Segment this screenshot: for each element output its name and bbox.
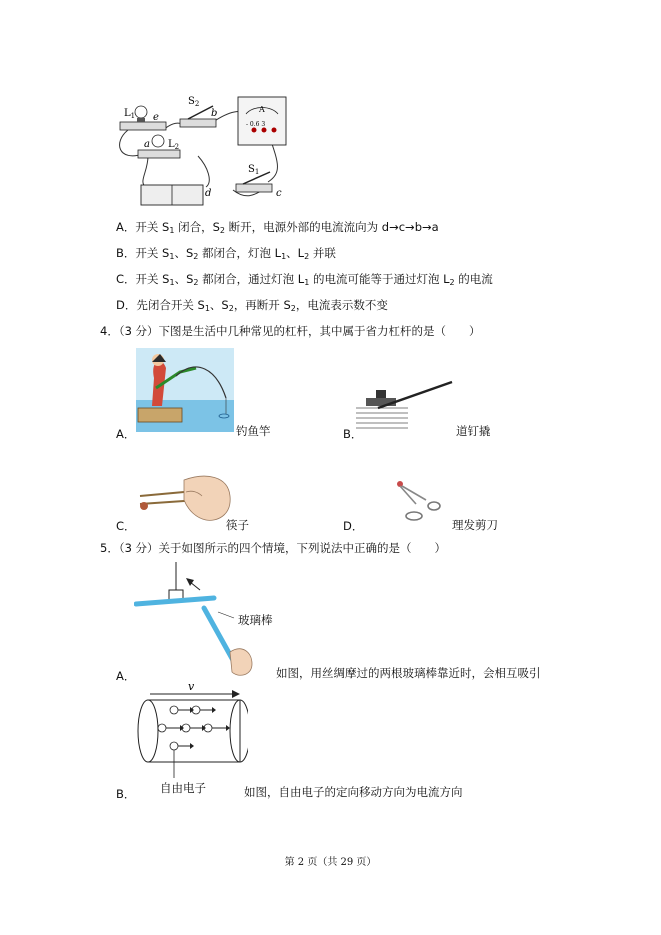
circuit-diagram	[108, 92, 308, 212]
q4-stem: 4．（3 分）下图是生活中几种常见的杠杆，其中属于省力杠杆的是（ ）	[100, 324, 481, 338]
label-S2: $S_2$	[188, 96, 200, 108]
q3-option-a: A．开关 $S_1$ 闭合，$S_2$ 断开，电源外部的电流流向为 d→c→b→a	[116, 220, 439, 235]
glass-rod-label: 玻璃棒	[238, 613, 273, 627]
q5-option-b-text: 如图，自由电子的定向移动方向为电流方向	[244, 785, 463, 799]
L2-board	[138, 150, 180, 158]
label-c: c	[276, 188, 282, 199]
q5-stem: 5．（3 分）关于如图所示的四个情境，下列说法中正确的是（ ）	[100, 541, 447, 555]
q3-option-c: C．开关 $S_1$、$S_2$ 都闭合，通过灯泡 $L_1$ 的电流可能等于通过灯泡 $L_2$ 的电流	[116, 272, 493, 287]
hair-scissors-image	[392, 476, 444, 526]
crowbar-image	[352, 378, 458, 434]
q4-option-d-text: 理发剪刀	[452, 518, 498, 532]
ammeter-label: A	[259, 105, 265, 114]
q4-option-c-text: 筷子	[226, 518, 249, 532]
page-footer: 第 2 页（共 29 页）	[284, 857, 377, 868]
ammeter-scale: - 0.6 3	[246, 121, 266, 128]
q4-option-b-letter: B．	[343, 427, 363, 441]
label-L1: $L_1$	[124, 108, 136, 120]
label-e: e	[153, 112, 159, 123]
fishing-rod-image	[136, 348, 234, 432]
label-L2: $L_2$	[168, 139, 180, 151]
q4-option-d-letter: D．	[343, 519, 364, 533]
q5-option-a-text: 如图，用丝绸摩过的两根玻璃棒靠近时，会相互吸引	[276, 666, 541, 680]
label-a: a	[144, 139, 150, 150]
free-electron-label: 自由电子	[160, 781, 206, 795]
q3-option-d: D．先闭合开关 $S_1$、$S_2$，再断开 $S_2$，电流表示数不变	[116, 298, 388, 313]
q5-option-b-letter: B．	[116, 787, 136, 801]
q3-option-b: B．开关 $S_1$、$S_2$ 都闭合，灯泡 $L_1$、$L_2$ 并联	[116, 246, 336, 261]
q5-option-a-letter: A．	[116, 669, 136, 683]
electron-flow-image	[136, 680, 248, 780]
q4-option-b-text: 道钉撬	[456, 424, 491, 438]
S1-board	[236, 184, 272, 192]
bulb-L1-icon	[135, 106, 147, 118]
label-d: d	[205, 188, 212, 199]
bulb-L2-icon	[152, 135, 164, 147]
q4-option-a-text: 钓鱼竿	[236, 424, 271, 438]
q4-option-c-letter: C．	[116, 519, 136, 533]
L1-board	[120, 122, 166, 130]
chopsticks-image	[136, 470, 232, 526]
label-b: b	[211, 108, 218, 119]
label-S1: $S_1$	[248, 164, 260, 176]
S2-board	[180, 119, 216, 127]
velocity-label: v	[188, 680, 195, 693]
q4-option-a-letter: A．	[116, 427, 136, 441]
